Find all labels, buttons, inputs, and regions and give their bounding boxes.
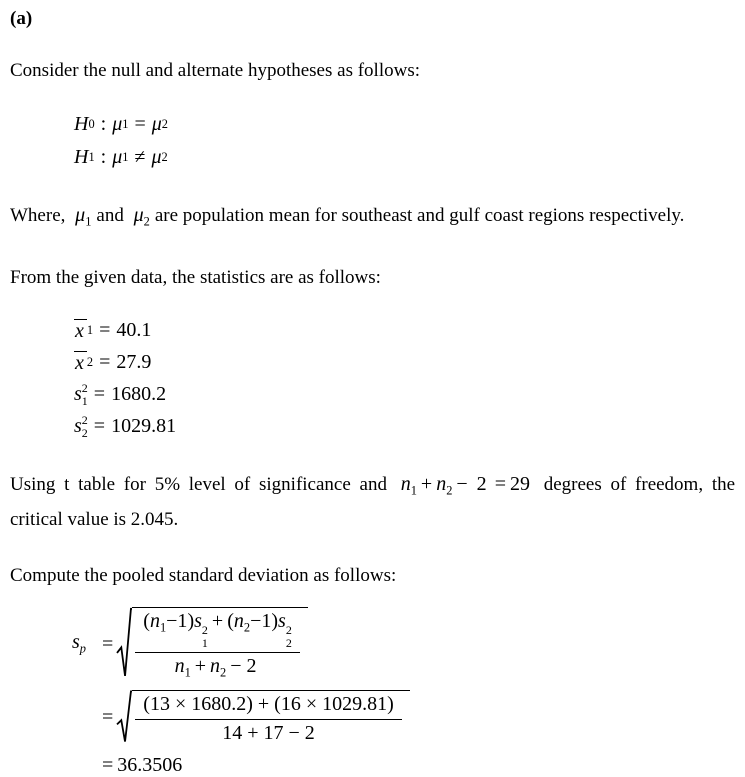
- math-token: =: [102, 705, 114, 728]
- math-token: +: [211, 610, 224, 633]
- pooled-result-row: [72, 754, 735, 777]
- math-token: =: [134, 113, 146, 135]
- math-token: ≠: [134, 146, 146, 168]
- pooled-formula-row: [72, 607, 735, 680]
- math-token: − 2: [230, 655, 257, 678]
- fraction: [135, 610, 300, 680]
- null-hypothesis: [74, 108, 735, 141]
- math-token: s: [194, 610, 202, 633]
- math-token: 1: [159, 621, 167, 636]
- math-token: −1: [250, 610, 272, 633]
- math-token: 1: [122, 117, 129, 131]
- math-token: H: [74, 146, 89, 168]
- where-paragraph: [10, 200, 735, 237]
- stat-value: 40.1: [116, 319, 152, 342]
- math-token: 2: [161, 150, 168, 164]
- math-token: n: [233, 610, 244, 633]
- math-token: n: [174, 655, 185, 678]
- math-token: :: [100, 113, 107, 135]
- radical-sign-icon: [117, 690, 132, 745]
- math-token: μ: [112, 113, 123, 135]
- pooled-formula-denominator: [135, 653, 300, 681]
- stat-value: 27.9: [116, 351, 152, 374]
- math-token: =: [99, 351, 111, 374]
- math-token: s: [74, 383, 82, 406]
- math-token: 2: [220, 665, 227, 680]
- pooled-sd-derivation: [10, 607, 735, 776]
- where-text: Where,: [10, 205, 66, 226]
- math-token: (: [227, 610, 234, 633]
- stat-s2-squared: [74, 411, 735, 443]
- stat-xbar2: [74, 347, 735, 379]
- x-bar-symbol: x: [74, 319, 87, 342]
- section-label: (a): [10, 8, 33, 29]
- sp-symbol: $s_p$: [72, 631, 86, 656]
- from-data-paragraph: From the given data, the statistics are as follows:: [10, 266, 381, 288]
- math-token: 2: [86, 355, 94, 370]
- math-token: H: [74, 113, 89, 135]
- math-token: =: [99, 319, 111, 342]
- pooled-numeric-row: [72, 690, 735, 745]
- ttable-paragraph: [10, 469, 735, 536]
- math-token: 1: [184, 665, 191, 680]
- where-and: and: [96, 205, 124, 226]
- math-token: =: [102, 753, 114, 776]
- radicand: [132, 607, 308, 680]
- where-rest: are population mean for southeast and gulf coast regions respectively.: [154, 205, 685, 226]
- numeric-denominator: 14 + 17 − 2: [222, 721, 315, 744]
- math-token: (: [143, 610, 150, 633]
- radicand: [132, 690, 409, 745]
- stat-xbar1: [74, 315, 735, 347]
- radical-sign-icon: [117, 607, 132, 680]
- ttable-text-pre: Using t table for 5% level of significance and: [10, 473, 387, 495]
- math-token: 2: [161, 117, 168, 131]
- square-root: [117, 690, 409, 745]
- math-token: −1: [166, 610, 188, 633]
- math-token: μ: [112, 146, 123, 168]
- statistics-block: [74, 315, 735, 443]
- compute-paragraph: Compute the pooled standard deviation as follows:: [10, 565, 397, 587]
- math-token: =: [93, 415, 106, 438]
- math-token: 0: [88, 117, 95, 131]
- stat-value: 1029.81: [111, 415, 177, 438]
- hypotheses-block: [74, 108, 735, 174]
- fraction: [135, 693, 401, 745]
- sup-sub-stack: 2 2: [285, 623, 292, 650]
- sup-sub-stack: 2 1: [81, 381, 88, 408]
- math-token: 1: [86, 323, 94, 338]
- ttable-text-post: degrees of freedom, the critical value is 2.045.: [10, 473, 736, 531]
- math-token: :: [100, 146, 107, 168]
- math-token: μ: [151, 146, 162, 168]
- math-token: +: [194, 655, 207, 678]
- math-token: =: [93, 383, 106, 406]
- math-token: s: [74, 415, 82, 438]
- math-token: s: [278, 610, 286, 633]
- math-token: 1: [122, 150, 129, 164]
- stat-value: 1680.2: [111, 383, 167, 406]
- alternate-hypothesis: [74, 141, 735, 174]
- math-token: =: [102, 632, 114, 655]
- math-token: n: [210, 655, 221, 678]
- pooled-formula-numerator: [135, 610, 300, 653]
- x-bar-symbol: x: [74, 351, 87, 374]
- math-token: 2: [243, 621, 251, 636]
- square-root: [117, 607, 308, 680]
- intro-paragraph: Consider the null and alternate hypotheses as follows:: [10, 60, 420, 81]
- sup-sub-stack: 2 2: [81, 413, 88, 440]
- stat-s1-squared: [74, 379, 735, 411]
- mu2-symbol: $\mu_2$: [133, 204, 150, 229]
- pooled-result-value: 36.3506: [117, 753, 183, 776]
- math-token: μ: [151, 113, 162, 135]
- df-expression: $n_1 + n_2 - 2 = 29$: [400, 472, 530, 498]
- mu1-symbol: $\mu_1$: [75, 204, 92, 229]
- sup-sub-stack: 2 1: [201, 623, 208, 650]
- numeric-numerator: (13 × 1680.2) + (16 × 1029.81): [135, 693, 401, 720]
- math-token: 1: [88, 150, 95, 164]
- math-token: ): [187, 610, 195, 633]
- math-token: n: [149, 610, 160, 633]
- math-token: ): [271, 610, 279, 633]
